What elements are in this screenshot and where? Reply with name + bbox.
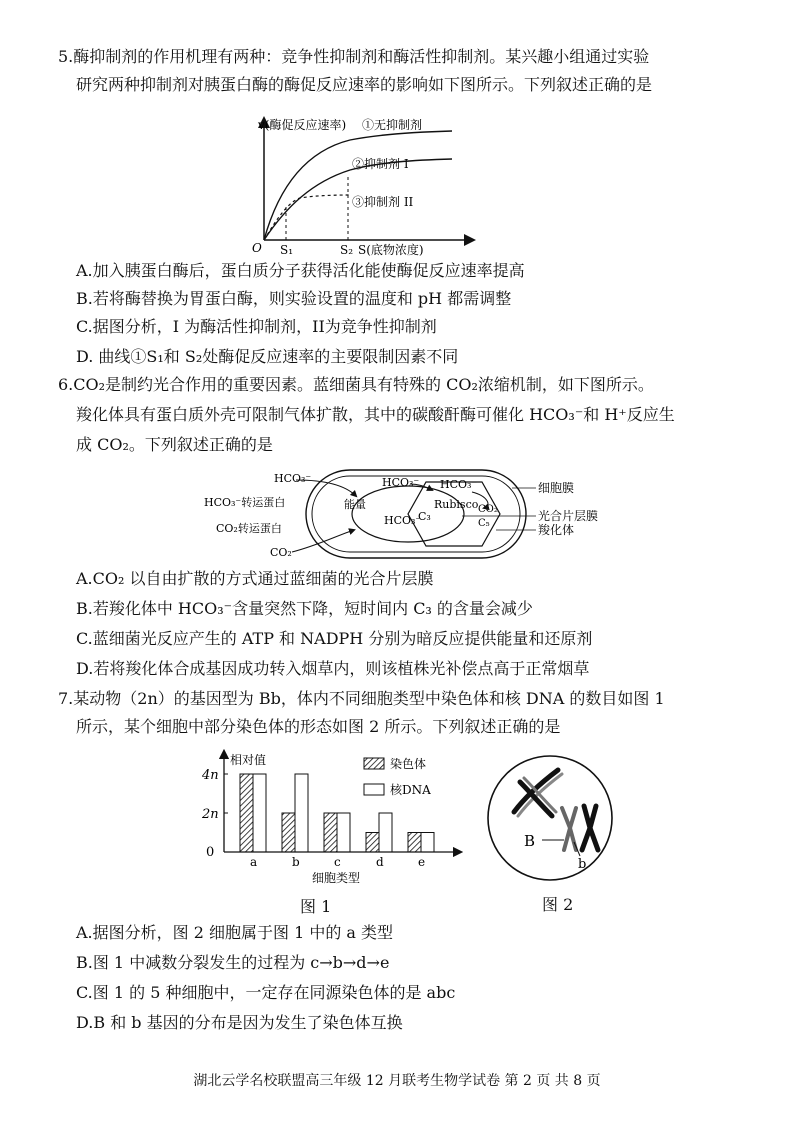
- q5-stem-line2: 研究两种抑制剂对胰蛋白酶的酶促反应速率的影响如下图所示。下列叙述正确的是: [76, 75, 653, 94]
- q7-stem-line2: 所示，某个细胞中部分染色体的形态如图 2 所示。下列叙述正确的是: [76, 717, 561, 736]
- q6-c3-label: C₃: [418, 510, 431, 523]
- x-tick-c: c: [334, 855, 341, 869]
- q7-y-tick-4n: 4n: [202, 768, 219, 783]
- q6-stem-line2: 羧化体具有蛋白质外壳可限制气体扩散，其中的碳酸酐酶可催化 HCO₃⁻和 H⁺反应生: [76, 405, 675, 424]
- q5-stem-line1: 5.酶抑制剂的作用机理有两种：竞争性抑制剂和酶活性抑制剂。某兴趣小组通过实验: [58, 47, 650, 66]
- q6-co2-outside: CO₂: [270, 546, 292, 559]
- q6-rubisco-label: Rubisco: [434, 498, 479, 511]
- bar-e-chromosome: [408, 833, 421, 853]
- q7-figure1-caption: 图 1: [300, 897, 332, 916]
- q6-hco3-mid2-label: HCO₃⁻: [384, 514, 422, 527]
- q6-carboxysome-label: 羧化体: [538, 523, 575, 537]
- q5-x-label: S(底物浓度): [358, 243, 424, 257]
- q7-legend-dna-label: 核DNA: [390, 783, 431, 797]
- q5-curve3-label: ③抑制剂 II: [352, 195, 414, 209]
- q5-curve-no-inhibitor: [264, 131, 452, 240]
- q7-gene-B-label: B: [524, 832, 536, 850]
- q5-option-d: D. 曲线①S₁和 S₂处酶促反应速率的主要限制因素不同: [76, 347, 459, 366]
- q6-co2-inside-label: CO₂: [478, 504, 498, 515]
- x-tick-b: b: [292, 855, 300, 869]
- x-tick-e: e: [418, 855, 426, 869]
- q6-option-c: C.蓝细菌光反应产生的 ATP 和 NADPH 分别为暗反应提供能量和还原剂: [76, 629, 593, 648]
- x-tick-a: a: [250, 855, 258, 869]
- q7-figure2-cell: [484, 752, 616, 884]
- q5-curve2-label: ②抑制剂 I: [352, 157, 409, 171]
- q7-option-d: D.B 和 b 基因的分布是因为发生了染色体互换: [76, 1013, 403, 1032]
- q7-figure1-bar-chart: [196, 748, 472, 888]
- q7-y-tick-0: 0: [206, 845, 215, 860]
- q5-y-label: v(酶促反应速率): [258, 118, 347, 132]
- bar-b-dna: [295, 774, 308, 852]
- q7-chart-xlabel: 细胞类型: [312, 871, 361, 885]
- q7-stem-line1: 7.某动物（2n）的基因型为 Bb，体内不同细胞类型中染色体和核 DNA 的数目如图 1: [58, 689, 665, 708]
- q5-curve1-label: ①无抑制剂: [362, 118, 423, 132]
- q6-thylakoid-label: 光合片层膜: [538, 509, 599, 523]
- q7-option-c: C.图 1 的 5 种细胞中，一定存在同源染色体的是 abc: [76, 983, 456, 1002]
- q6-option-d: D.若将羧化体合成基因成功转入烟草内，则该植株光补偿点高于正常烟草: [76, 659, 590, 678]
- q5-s1-label: S₁: [280, 243, 294, 257]
- q5-option-c: C.据图分析，I 为酶活性抑制剂，II为竞争性抑制剂: [76, 317, 437, 336]
- q6-hco3-mid-label: HCO₃⁻: [382, 476, 420, 489]
- q6-hco3-transporter-label: HCO₃⁻转运蛋白: [204, 496, 286, 509]
- q5-curve-inhibitor-2: [264, 195, 350, 240]
- bar-a-chromosome: [240, 774, 253, 852]
- q5-enzyme-curve-figure: [240, 112, 490, 260]
- bar-c-chromosome: [324, 813, 337, 852]
- q5-origin-label: O: [252, 241, 262, 255]
- q7-legend-chromosome-swatch: [364, 758, 384, 769]
- q6-option-b: B.若羧化体中 HCO₃⁻含量突然下降，短时间内 C₃ 的含量会减少: [76, 599, 533, 618]
- q7-legend-dna-swatch: [364, 784, 384, 795]
- bar-d-chromosome: [366, 833, 379, 853]
- q6-hco3-inside-label: HCO₃⁻: [440, 478, 478, 491]
- q7-chromosome-pair-lower: [562, 806, 598, 850]
- q7-option-a: A.据图分析，图 2 细胞属于图 1 中的 a 类型: [76, 923, 394, 942]
- q7-legend-chromosome-label: 染色体: [390, 757, 427, 771]
- bar-d-dna: [379, 813, 392, 852]
- q5-s2-label: S₂: [340, 243, 354, 257]
- q7-gene-b-label: b: [578, 857, 587, 872]
- x-tick-d: d: [376, 855, 384, 869]
- q6-c5-label: C₅: [478, 518, 490, 529]
- q7-option-b: B.图 1 中减数分裂发生的过程为 c→b→d→e: [76, 953, 390, 972]
- q6-energy-label: 能量: [344, 498, 366, 511]
- q6-hco3-outside: HCO₃⁻: [274, 472, 312, 485]
- bar-b-chromosome: [282, 813, 295, 852]
- q7-chromosome-pair-upper: [514, 770, 562, 816]
- bar-c-dna: [337, 813, 350, 852]
- q6-stem-line3: 成 CO₂。下列叙述正确的是: [76, 435, 273, 454]
- q6-stem-line1: 6.CO₂是制约光合作用的重要因素。蓝细菌具有特殊的 CO₂浓缩机制，如下图所示。: [58, 375, 654, 394]
- q7-y-tick-2n: 2n: [202, 807, 219, 822]
- q6-cyanobacteria-figure: [196, 466, 616, 564]
- q6-co2-transporter-label: CO₂转运蛋白: [216, 522, 282, 535]
- q5-option-a: A.加入胰蛋白酶后，蛋白质分子获得活化能使酶促反应速率提高: [76, 261, 525, 280]
- q6-cell-membrane-label: 细胞膜: [538, 481, 575, 495]
- q7-chart-ylabel: 相对值: [230, 753, 267, 767]
- page-footer: 湖北云学名校联盟高三年级 12 月联考生物学试卷 第 2 页 共 8 页: [193, 1073, 601, 1089]
- bar-a-dna: [253, 774, 266, 852]
- q6-option-a: A.CO₂ 以自由扩散的方式通过蓝细菌的光合片层膜: [76, 569, 434, 588]
- q5-option-b: B.若将酶替换为胃蛋白酶，则实验设置的温度和 pH 都需调整: [76, 289, 512, 308]
- bar-e-dna: [421, 833, 434, 853]
- q7-figure2-caption: 图 2: [542, 895, 574, 914]
